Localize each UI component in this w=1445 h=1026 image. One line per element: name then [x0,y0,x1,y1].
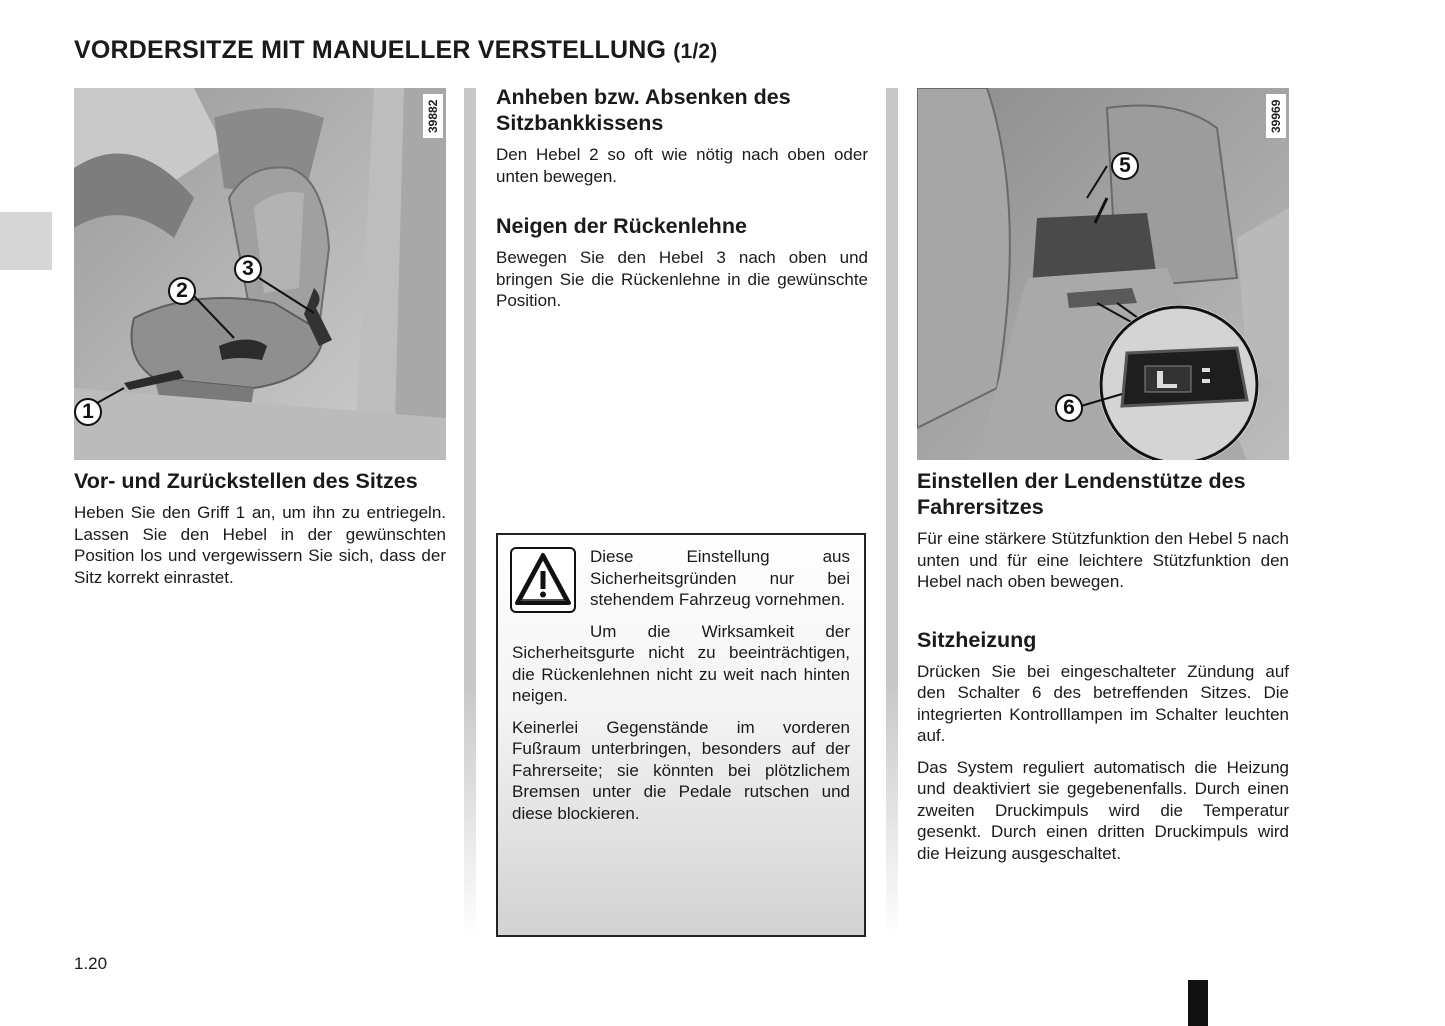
figure-reference: 39969 [1266,94,1286,138]
seat-adjustment-figure [74,88,446,460]
section-text: Den Hebel 2 so oft wie nötig nach oben oder unten bewegen. [496,145,868,186]
warning-triangle-icon [510,547,576,613]
column-left [74,88,446,588]
callout-3: 3 [234,255,262,283]
section-heading: Sitzheizung [917,627,1037,652]
warning-text: Diese Einstellung aus Sicherheitsgründen nur bei stehendem Fahrzeug vornehmen. [590,547,850,609]
callout-6: 6 [1055,394,1083,422]
column-middle [496,84,868,312]
section-text: Bewegen Sie den Hebel 3 nach oben und bringen Sie die Rückenlehne in die gewünschte Position. [496,248,868,310]
callout-1: 1 [74,398,102,426]
section-text: Drücken Sie bei eingeschalteter Zündung auf den Schalter 6 des betreffenden Sitzes. Die integrierten Kontrolllampen im Schalter leuchten auf. [917,661,1289,745]
section-heading: Anheben bzw. Absenken des Sitzbankkissens [496,85,791,135]
section-text: Das System reguliert automatisch die Heizung und deaktiviert sie gegebenenfalls. Durch einen zweiten Druckimpuls wird die Temperatur gesenkt. Durch einen dritten Druckimpuls wird die Heizung ausgeschaltet. [917,757,1289,863]
lumbar-heating-figure [917,88,1289,460]
side-tab [0,212,52,270]
column-separator [886,88,898,938]
section-heading: Vor- und Zurückstellen des Sitzes [74,469,418,493]
page-title-suffix: (1/2) [673,40,718,63]
column-separator [464,88,476,938]
page-title: VORDERSITZE MIT MANUELLER VERSTELLUNG (1/2) [74,36,718,64]
column-right [917,88,1289,864]
section-text: Für eine stärkere Stützfunktion den Hebel 5 nach unten und für eine leichtere Stützfunktion den Hebel nach oben bewegen. [917,529,1289,591]
warning-text: Um die Wirksamkeit der Sicherheitsgurte nicht zu beeinträchtigen, die Rückenlehnen nicht zu weit nach hinten neigen. [512,621,850,705]
console-illustration [917,88,1289,460]
section-heading: Neigen der Rückenlehne [496,214,747,238]
warning-box [496,533,866,937]
section-heading: Einstellen der Lendenstütze des Fahrersitzes [917,469,1246,519]
callout-2: 2 [168,277,196,305]
thumb-tab [1188,980,1208,1026]
warning-text: Keinerlei Gegenstände im vorderen Fußraum unterbringen, besonders auf der Fahrerseite; sie könnten bei plötzlichem Bremsen unter die Pedale rutschen und diese blockieren. [512,717,850,823]
section-text: Heben Sie den Griff 1 an, um ihn zu entriegeln. Lassen Sie den Hebel in der gewünschten Position los und vergewissern Sie sich, dass der Sitz korrekt einrastet. [74,503,446,587]
callout-5: 5 [1111,152,1139,180]
page-number: 1.20 [74,954,108,973]
figure-reference: 39882 [423,94,443,138]
